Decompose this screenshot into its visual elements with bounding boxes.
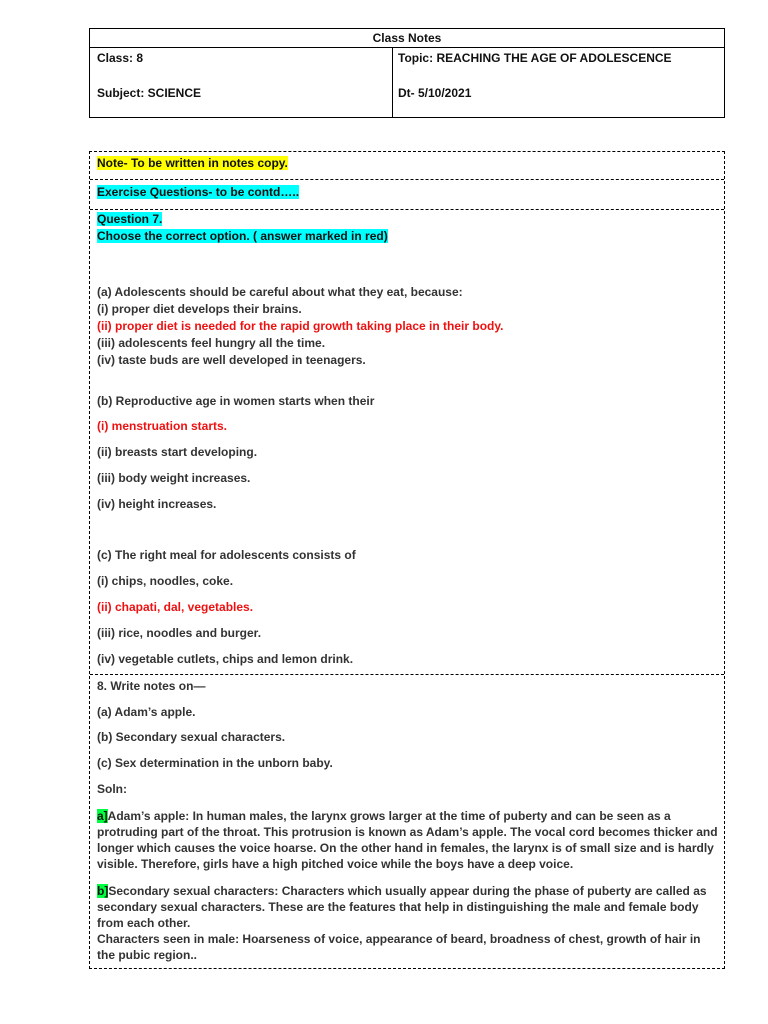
question-7-instruction: Choose the correct option. ( answer marked in red) <box>97 229 388 243</box>
header-table <box>89 28 725 118</box>
option-b-iv: (iv) height increases. <box>97 497 217 511</box>
q8-item-a: (a) Adam’s apple. <box>97 705 196 719</box>
exercise-line: Exercise Questions- to be contd….. <box>97 185 300 199</box>
answer-b-text: Secondary sexual characters: Characters which usually appear during the phase of puberty are called as secondary sexual characters. These are the features that help in distinguishing the male and female body from each other. <box>97 884 707 930</box>
answer-b-paragraph <box>97 883 719 963</box>
option-a-iii: (iii) adolescents feel hungry all the time. <box>97 336 326 350</box>
option-b-i-correct: (i) menstruation starts. <box>97 419 228 433</box>
option-c-iii: (iii) rice, noodles and burger. <box>97 626 262 640</box>
separator <box>90 179 724 180</box>
answer-b-marker: b] <box>97 884 109 898</box>
option-a-ii-correct: (ii) proper diet is needed for the rapid growth taking place in their body. <box>97 319 504 333</box>
subject-label: Subject: SCIENCE <box>97 86 202 100</box>
option-a-iv: (iv) taste buds are well developed in teenagers. <box>97 353 366 367</box>
date-label: Dt- 5/10/2021 <box>398 86 472 100</box>
question-a: (a) Adolescents should be careful about what they eat, because: <box>97 285 463 299</box>
separator <box>90 674 724 675</box>
option-c-i: (i) chips, noodles, coke. <box>97 574 234 588</box>
option-b-iii: (iii) body weight increases. <box>97 471 251 485</box>
topic-label: Topic: REACHING THE AGE OF ADOLESCENCE <box>398 51 672 65</box>
class-label: Class: 8 <box>97 51 144 65</box>
q8-item-b: (b) Secondary sexual characters. <box>97 730 286 744</box>
option-a-i: (i) proper diet develops their brains. <box>97 302 302 316</box>
header-divider <box>392 47 393 117</box>
note-line: Note- To be written in notes copy. <box>97 156 288 170</box>
header-title: Class Notes <box>90 29 724 48</box>
answer-a-text: Adam’s apple: In human males, the larynx grows larger at the time of puberty and can be seen as a protruding part of the throat. This protrusion is known as Adam’s apple. The vocal cord becomes thicker and longer which causes the voice hoarse. On the other hand in females, the larynx is of small size and is hardly visible. Therefore, girls have a high pitched voice while the boys have a deep voice. <box>97 809 718 871</box>
soln-label: Soln: <box>97 782 127 796</box>
answer-a-marker: a] <box>97 809 108 823</box>
question-c: (c) The right meal for adolescents consists of <box>97 548 356 562</box>
option-b-ii: (ii) breasts start developing. <box>97 445 258 459</box>
separator <box>90 209 724 210</box>
notes-box <box>89 151 725 969</box>
question-b: (b) Reproductive age in women starts when their <box>97 394 375 408</box>
option-c-ii-correct: (ii) chapati, dal, vegetables. <box>97 600 254 614</box>
question-7-heading: Question 7. <box>97 212 163 226</box>
option-c-iv: (iv) vegetable cutlets, chips and lemon drink. <box>97 652 354 666</box>
q8-item-c: (c) Sex determination in the unborn baby. <box>97 756 333 770</box>
question-8-heading: 8. Write notes on— <box>97 679 206 693</box>
answer-a-paragraph <box>97 808 719 872</box>
answer-b-male-text: Characters seen in male: Hoarseness of voice, appearance of beard, broadness of chest, growth of hair in the pubic region.. <box>97 932 701 962</box>
